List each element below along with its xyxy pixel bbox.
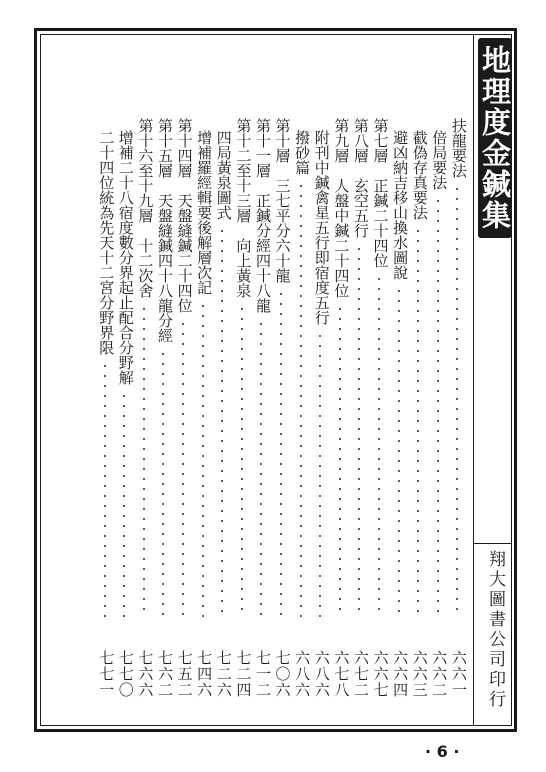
leader-dots — [417, 226, 419, 618]
toc-entry-title: 第十五層 天盤縫鍼四十八龍分經 — [155, 118, 174, 343]
toc-entry[interactable] — [350, 118, 370, 698]
toc-entry-page: 六八六 — [293, 650, 312, 698]
toc-entry[interactable] — [448, 118, 468, 698]
toc-entry[interactable] — [154, 118, 174, 698]
toc-entry[interactable] — [429, 118, 449, 698]
toc-entry[interactable] — [135, 118, 155, 698]
leader-dots — [456, 184, 458, 618]
page-number: · 6 · — [425, 742, 460, 761]
book-title: 地理度金鍼集 — [478, 45, 512, 231]
toc-entry[interactable] — [272, 118, 292, 698]
toc-entry[interactable] — [292, 118, 312, 698]
toc-entry-title: 第十一層 正鍼分經四十八龍 — [253, 118, 272, 313]
toc-entry-page: 七〇六 — [273, 650, 292, 698]
toc-entry-title: 附刊中鍼禽星五行即宿度五行 — [312, 130, 331, 325]
toc-entry[interactable] — [96, 118, 116, 698]
toc-entry-title: 撥砂篇 — [293, 130, 312, 175]
leader-dots — [280, 289, 282, 618]
toc-entry[interactable] — [174, 118, 194, 698]
toc-entry-page: 七六六 — [136, 650, 155, 698]
toc-entry[interactable] — [331, 118, 351, 698]
toc-entry-page: 七五二 — [175, 650, 194, 698]
toc-entry-page: 六六七 — [371, 650, 390, 698]
toc-entry-title: 增補羅經輯要後解層次記 — [195, 130, 214, 295]
leader-dots — [339, 304, 341, 618]
toc-entry-title: 倍局要法 — [430, 130, 449, 190]
toc-entry-title: 二十四位統為先天十二宮分野界限 — [97, 130, 116, 355]
toc-entry-page: 六七二 — [351, 650, 370, 698]
leader-dots — [241, 304, 243, 618]
toc-entry[interactable] — [194, 118, 214, 698]
toc-entry-title: 扶龍要法 — [449, 118, 468, 178]
toc-entry[interactable] — [213, 118, 233, 698]
toc-entry[interactable] — [390, 118, 410, 698]
side-column-rule — [473, 34, 474, 726]
leader-dots — [104, 361, 106, 618]
toc-entry-title: 第七層 正鍼二十四位 — [371, 118, 390, 268]
toc-entry-page: 六六二 — [430, 650, 449, 698]
leader-dots — [143, 304, 145, 618]
toc-entry[interactable] — [233, 118, 253, 698]
toc-entry-title: 第十二至十三層 向上黃泉 — [234, 118, 253, 298]
toc-entry-page: 七二四 — [234, 650, 253, 698]
toc-entry-page: 七七〇 — [116, 650, 135, 698]
toc-entry[interactable] — [370, 118, 390, 698]
toc-entry-title: 第九層 人盤中鍼二十四位 — [332, 118, 351, 298]
leader-dots — [123, 391, 125, 618]
toc-entry-page: 七二六 — [214, 650, 233, 698]
toc-entry-title: 增補二十八宿度數分界起止配合分野解 — [116, 130, 135, 385]
leader-dots — [300, 181, 302, 618]
toc-entry-page: 六六一 — [449, 650, 468, 698]
toc-entry-title: 截偽存真要法 — [410, 130, 429, 220]
publisher-block — [478, 550, 512, 722]
side-column-divider — [473, 543, 512, 544]
toc-entry-page: 七七一 — [97, 650, 116, 698]
toc-entry-title: 避凶納吉移山換水圖說 — [391, 130, 410, 280]
toc-entry-page: 六六四 — [391, 650, 410, 698]
table-of-contents — [96, 118, 468, 710]
leader-dots — [358, 244, 360, 618]
leader-dots — [437, 196, 439, 618]
toc-entry[interactable] — [409, 118, 429, 698]
leader-dots — [182, 319, 184, 618]
toc-entry-page: 六六三 — [410, 650, 429, 698]
leader-dots — [162, 349, 164, 618]
leader-dots — [319, 331, 321, 618]
toc-entry-title: 第十四層 天盤縫鍼二十四位 — [175, 118, 194, 313]
leader-dots — [378, 274, 380, 618]
toc-entry[interactable] — [252, 118, 272, 698]
publisher-name: 翔大圖書公司印行 — [485, 550, 505, 710]
toc-entry[interactable] — [311, 118, 331, 698]
leader-dots — [221, 226, 223, 618]
toc-entry-page: 七一二 — [253, 650, 272, 698]
toc-entry[interactable] — [115, 118, 135, 698]
leader-dots — [398, 286, 400, 618]
toc-entry-page: 七六二 — [155, 650, 174, 698]
toc-entry-page: 六七八 — [332, 650, 351, 698]
toc-entry-title: 第十層 三七平分六十龍 — [273, 118, 292, 283]
toc-entry-title: 第八層 玄空五行 — [351, 118, 370, 238]
toc-entry-title: 第十六至十九層 十二次舍 — [136, 118, 155, 298]
toc-entry-title: 四局黃泉圖式 — [214, 130, 233, 220]
leader-dots — [202, 301, 204, 618]
leader-dots — [260, 319, 262, 618]
toc-entry-page: 六八六 — [312, 650, 331, 698]
book-title-banner — [478, 38, 512, 238]
toc-entry-page: 七四六 — [195, 650, 214, 698]
